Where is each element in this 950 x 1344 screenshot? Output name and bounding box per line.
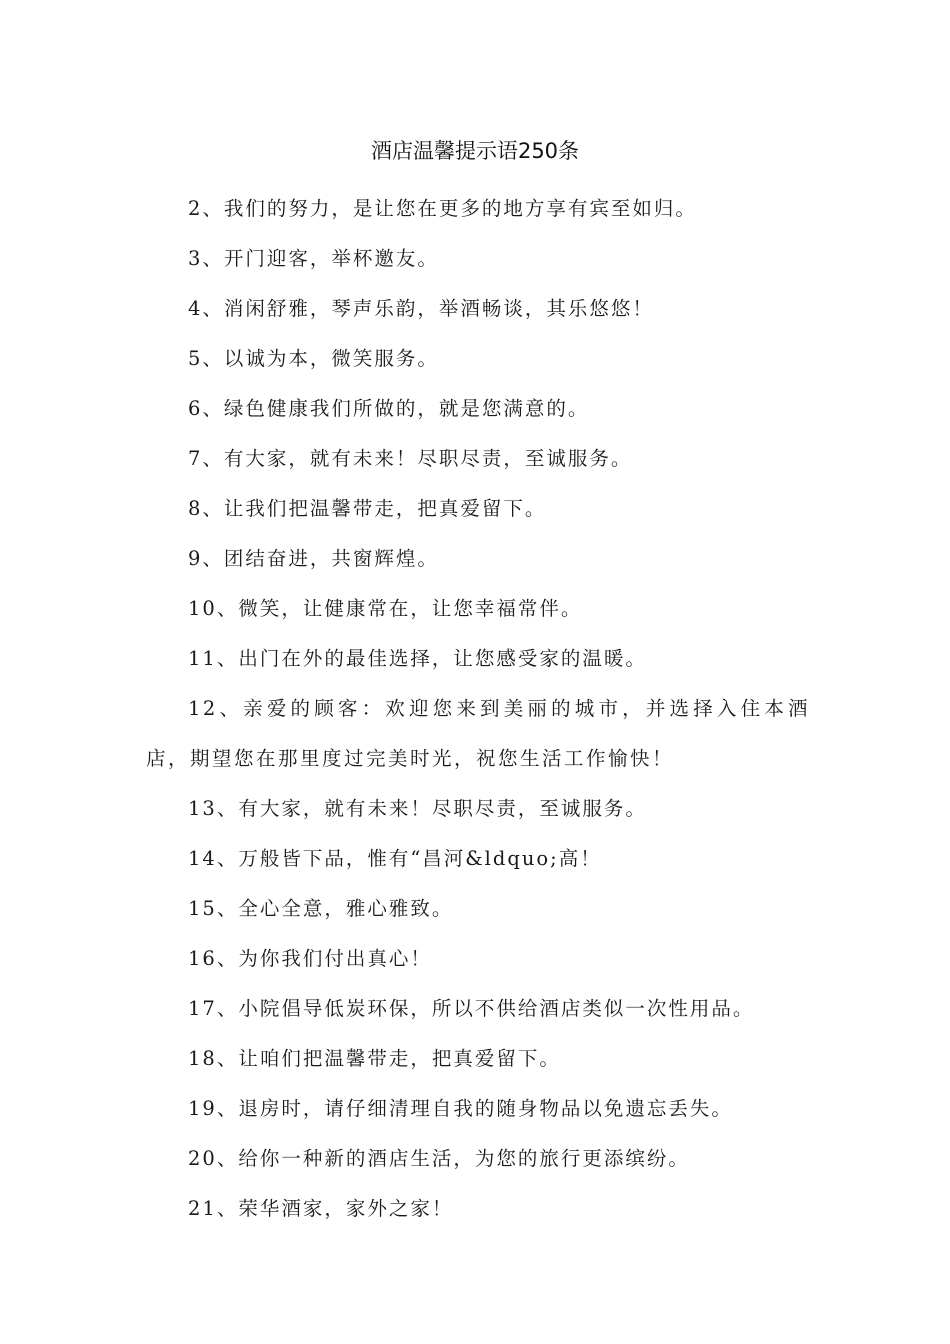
list-item: 17、小院倡导低炭环保，所以不供给酒店类似一次性用品。 (188, 997, 755, 1020)
list-item: 14、万般皆下品，惟有“昌河&ldquo;高！ (188, 847, 602, 870)
list-item: 11、出门在外的最佳选择，让您感受家的温暖。 (188, 647, 647, 670)
list-item: 8、让我们把温馨带走，把真爱留下。 (188, 497, 547, 520)
list-item: 7、有大家，就有未来！尽职尽责，至诚服务。 (188, 447, 633, 470)
list-item: 10、微笑，让健康常在，让您幸福常伴。 (188, 597, 583, 620)
list-item: 20、给你一种新的酒店生活，为您的旅行更添缤纷。 (188, 1147, 690, 1170)
list-item: 21、荣华酒家，家外之家！ (188, 1197, 454, 1220)
document-title: 酒店温馨提示语250条 (370, 139, 580, 163)
list-item: 18、让咱们把温馨带走，把真爱留下。 (188, 1047, 561, 1070)
list-item: 2、我们的努力，是让您在更多的地方享有宾至如归。 (188, 197, 697, 220)
list-item: 12、亲爱的顾客：欢迎您来到美丽的城市，并选择入住本酒店，期望您在那里度过完美时光，祝您生活工作愉快！ (146, 697, 810, 770)
list-item: 15、全心全意，雅心雅致。 (188, 897, 454, 920)
list-item: 19、退房时，请仔细清理自我的随身物品以免遗忘丢失。 (188, 1097, 733, 1120)
list-item: 5、以诚为本，微笑服务。 (188, 347, 439, 370)
list-item: 3、开门迎客，举杯邀友。 (188, 247, 439, 270)
list-item: 16、为你我们付出真心！ (188, 947, 432, 970)
list-item: 9、团结奋进，共窗辉煌。 (188, 547, 439, 570)
list-item: 4、消闲舒雅，琴声乐韵，举酒畅谈，其乐悠悠！ (188, 297, 654, 320)
slogan-list (146, 184, 810, 1234)
list-item: 13、有大家，就有未来！尽职尽责，至诚服务。 (188, 797, 647, 820)
list-item: 6、绿色健康我们所做的，就是您满意的。 (188, 397, 590, 420)
